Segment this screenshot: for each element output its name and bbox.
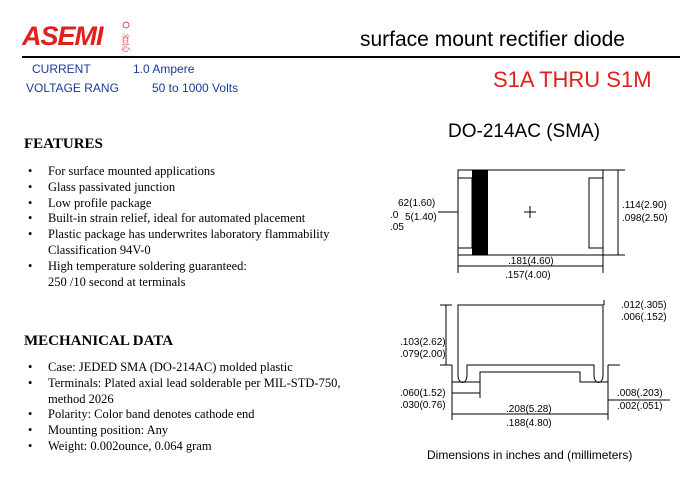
current-value: 1.0 Ampere bbox=[133, 62, 195, 76]
features-list bbox=[24, 164, 384, 290]
dim-label: .060(1.52) bbox=[400, 388, 446, 399]
list-item: • Glass passivated junction bbox=[24, 180, 384, 196]
list-item: • Mounting position: Any bbox=[24, 423, 394, 439]
dim-label: .114(2.90) bbox=[622, 200, 667, 211]
dim-label: .098(2.50) bbox=[622, 213, 668, 224]
dim-label: .008(.203) bbox=[617, 388, 663, 399]
dim-label: .079(2.00) bbox=[400, 349, 446, 360]
side-view-leads bbox=[452, 365, 608, 382]
list-item: • For surface mounted applications bbox=[24, 164, 384, 180]
current-label: CURRENT bbox=[32, 62, 91, 76]
list-item: • Low profile package bbox=[24, 196, 384, 212]
list-item: • Polarity: Color band denotes cathode end bbox=[24, 407, 394, 423]
dim-label: .05 bbox=[390, 222, 404, 233]
list-item-text: Plastic package has underwrites laboratory flammability bbox=[48, 227, 330, 242]
voltage-label: VOLTAGE RANG bbox=[26, 81, 119, 95]
logo-subtext: 首芯 bbox=[119, 34, 129, 52]
package-name: DO-214AC (SMA) bbox=[448, 121, 601, 142]
list-item: • Case: JEDED SMA (DO-214AC) molded plastic bbox=[24, 360, 394, 376]
list-item bbox=[24, 227, 384, 259]
list-item-text: Terminals: Plated axial lead solderable per MIL-STD-750, bbox=[48, 375, 341, 390]
side-view-outline bbox=[458, 305, 603, 383]
mechanical-list bbox=[24, 360, 394, 455]
voltage-value: 50 to 1000 Volts bbox=[152, 81, 239, 95]
logo-text: ASEMI bbox=[22, 21, 103, 51]
list-item-continuation: method 2026 bbox=[48, 391, 114, 406]
dim-label: .0 bbox=[390, 210, 399, 221]
package-drawing bbox=[380, 160, 680, 440]
list-item: • Built-in strain relief, ideal for automated placement bbox=[24, 211, 384, 227]
header-divider bbox=[22, 56, 680, 58]
mechanical-heading: MECHANICAL DATA bbox=[24, 333, 174, 349]
registered-icon bbox=[123, 22, 129, 28]
dim-label: .188(4.80) bbox=[506, 418, 552, 429]
dim-label: .006(.152) bbox=[621, 312, 667, 323]
dim-label: .181(4.60) bbox=[508, 256, 554, 267]
dim-label: .002(.051) bbox=[617, 401, 663, 412]
dim-label: .012(.305) bbox=[621, 300, 667, 311]
dimensions-caption: Dimensions in inches and (millimeters) bbox=[427, 448, 633, 462]
dim-label: .157(4.00) bbox=[505, 270, 551, 281]
dim-label: 5(1.40) bbox=[405, 212, 437, 223]
list-item bbox=[24, 376, 394, 408]
top-view-lead-right bbox=[589, 178, 603, 248]
top-view-lead-left bbox=[458, 178, 472, 248]
dim-label: .103(2.62) bbox=[400, 337, 446, 348]
dim-label: .030(0.76) bbox=[400, 400, 446, 411]
list-item-continuation: 250 /10 second at terminals bbox=[48, 274, 186, 289]
dim-label: .208(5.28) bbox=[506, 404, 552, 415]
list-item: • Weight: 0.002ounce, 0.064 gram bbox=[24, 439, 394, 455]
list-item bbox=[24, 259, 384, 291]
series-range: S1A THRU S1M bbox=[493, 67, 652, 92]
page-title: surface mount rectifier diode bbox=[360, 28, 625, 51]
dim-label: 62(1.60) bbox=[398, 198, 436, 209]
cathode-band bbox=[472, 170, 488, 255]
features-heading: FEATURES bbox=[24, 136, 103, 152]
list-item-continuation: Classification 94V-0 bbox=[48, 242, 151, 257]
list-item-text: High temperature soldering guaranteed: bbox=[48, 258, 247, 273]
asemi-logo bbox=[22, 18, 142, 58]
